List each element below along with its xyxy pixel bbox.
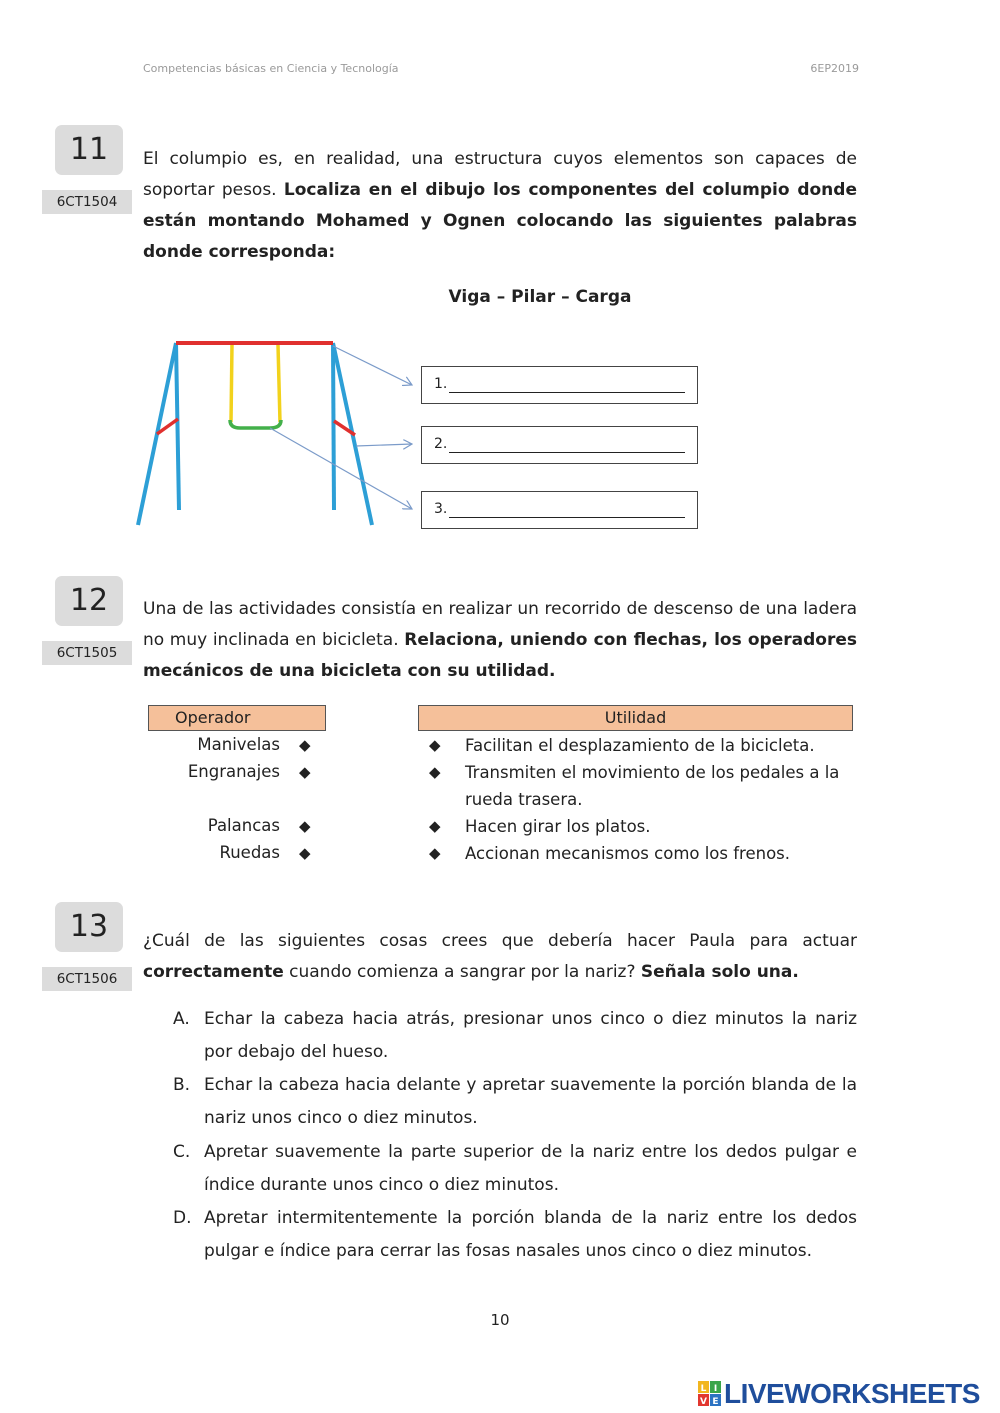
svg-text:V: V	[700, 1397, 707, 1407]
utilidad-item: Facilitan el desplazamiento de la bicicleta.	[465, 736, 815, 755]
svg-text:L: L	[700, 1384, 707, 1394]
question-code-12: 6CT1505	[42, 641, 132, 665]
question-number-13: 13	[55, 902, 123, 952]
swing-leg-right-inner	[333, 343, 334, 510]
option-d[interactable]: D. Apretar intermitentemente la porción blanda de la nariz entre los dedos pulgar e índice para cerrar las fosas nasales unos cinco o diez minutos.	[173, 1208, 857, 1261]
question-12-text: Una de las actividades consistía en realizar un recorrido de descenso de una ladera no muy inclinada en bicicleta. Relaciona, uniendo con flechas, los operadores mecánicos de una bicicleta con su utilidad.	[143, 599, 857, 681]
answer-box-3[interactable]: 3.	[421, 491, 698, 529]
operador-dot-palancas[interactable]: ◆	[299, 817, 311, 835]
operador-item: Ruedas	[219, 843, 280, 862]
column-header-utilidad: Utilidad	[418, 705, 853, 731]
utilidad-item: Transmiten el movimiento de los pedales a la rueda trasera.	[465, 763, 840, 809]
answer-box-2[interactable]: 2.	[421, 426, 698, 464]
column-header-operador: Operador	[148, 705, 326, 731]
svg-text:E: E	[712, 1397, 719, 1407]
arrow-2	[356, 444, 412, 446]
question-number-12: 12	[55, 576, 123, 626]
question-11-text: El columpio es, en realidad, una estructura cuyos elementos son capaces de soportar pesos. Localiza en el dibujo los componentes del columpio donde están montando Mohamed y Ognen colocando las siguientes palabras donde corresponda:	[143, 149, 857, 262]
operador-dot-manivelas[interactable]: ◆	[299, 736, 311, 754]
option-a[interactable]: A. Echar la cabeza hacia atrás, presionar unos cinco o diez minutos la nariz por debajo del hueso.	[173, 1009, 857, 1062]
utilidad-dot-3[interactable]: ◆	[429, 817, 441, 835]
svg-text:I: I	[713, 1384, 718, 1394]
operador-item: Manivelas	[197, 735, 280, 754]
operador-item: Palancas	[207, 816, 280, 835]
operador-dot-engranajes[interactable]: ◆	[299, 763, 311, 781]
swing-leg-left-inner	[176, 343, 179, 510]
utilidad-dot-1[interactable]: ◆	[429, 736, 441, 754]
utilidad-dot-4[interactable]: ◆	[429, 844, 441, 862]
answer-box-1[interactable]: 1.	[421, 366, 698, 404]
utilidad-item: Accionan mecanismos como los frenos.	[465, 844, 791, 863]
header-code: 6EP2019	[810, 62, 859, 75]
question-code-13: 6CT1506	[42, 967, 132, 991]
operador-item: Engranajes	[187, 762, 280, 781]
arrow-3	[270, 428, 412, 509]
swing-rope-right	[278, 345, 280, 422]
liveworksheets-wordmark: LIVEWORKSHEETS	[724, 1378, 980, 1409]
swing-rope-left	[231, 345, 232, 422]
operador-dot-ruedas[interactable]: ◆	[299, 844, 311, 862]
header-title: Competencias básicas en Ciencia y Tecnología	[143, 62, 399, 75]
option-b[interactable]: B. Echar la cabeza hacia delante y apretar suavemente la porción blanda de la nariz unos cinco o diez minutos.	[173, 1075, 857, 1128]
utilidad-item: Hacen girar los platos.	[465, 817, 651, 836]
question-code-11: 6CT1504	[42, 190, 132, 214]
swing-seat	[230, 420, 281, 428]
swing-diagram	[0, 0, 1000, 560]
word-list: Viga – Pilar – Carga	[448, 287, 632, 307]
liveworksheets-logo-icon	[698, 1381, 722, 1407]
page-number: 10	[490, 1311, 510, 1329]
option-c[interactable]: C. Apretar suavemente la parte superior de la nariz entre los dedos pulgar e índice durante unos cinco o diez minutos.	[173, 1142, 857, 1195]
utilidad-dot-2[interactable]: ◆	[429, 763, 441, 781]
question-13-text: ¿Cuál de las siguientes cosas crees que debería hacer Paula para actuar correctamente cuando comienza a sangrar por la nariz? Señala solo una.	[143, 931, 857, 982]
arrow-1	[333, 346, 412, 385]
question-number-11: 11	[55, 125, 123, 175]
